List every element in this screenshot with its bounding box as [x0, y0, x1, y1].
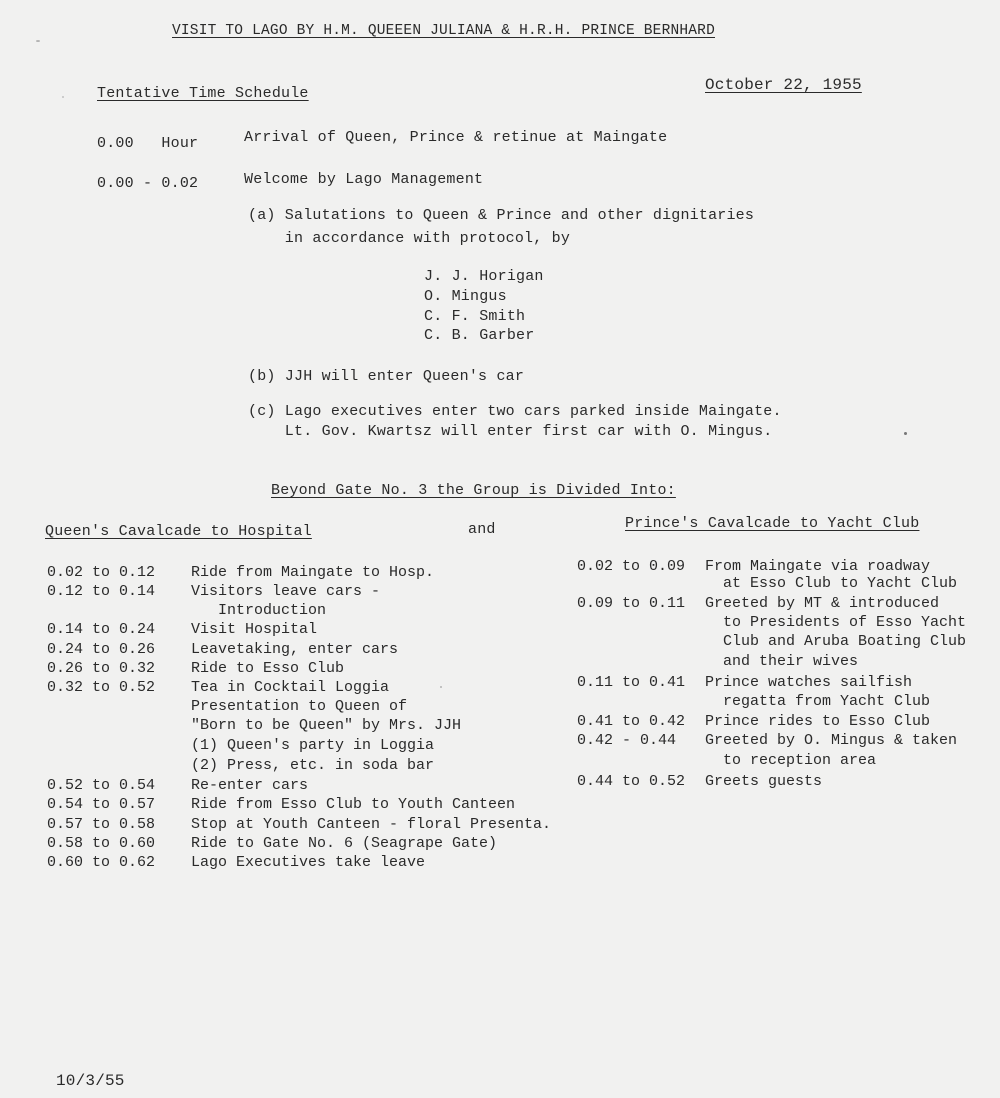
list-item: 0.57 to 0.58 Stop at Youth Canteen - floral Presenta. — [47, 816, 552, 833]
queen-cavalcade-heading: Queen's Cavalcade to Hospital — [45, 523, 312, 540]
name-mingus: O. Mingus — [424, 288, 507, 305]
list-item: 0.11 to 0.41 Prince watches sailfish — [577, 674, 913, 691]
item-c-line2: Lt. Gov. Kwartsz will enter first car with O. Mingus. — [248, 423, 773, 440]
list-item: 0.24 to 0.26 Leavetaking, enter cars — [47, 641, 399, 658]
document-title: VISIT TO LAGO BY H.M. QUEEEN JULIANA & H.R.H. PRINCE BERNHARD — [172, 23, 715, 39]
arrival-time: 0.00 Hour — [97, 135, 199, 152]
list-item: 0.42 - 0.44 Greeted by O. Mingus & taken — [577, 732, 958, 749]
welcome-text: Welcome by Lago Management — [244, 171, 484, 188]
and-connector: and — [468, 521, 496, 538]
welcome-time: 0.00 - 0.02 — [97, 175, 199, 192]
item-a-line2: in accordance with protocol, by — [248, 230, 571, 247]
list-item: 0.02 to 0.09 From Maingate via roadway — [577, 558, 931, 575]
scan-speck — [440, 686, 442, 688]
item-b: (b) JJH will enter Queen's car — [248, 368, 525, 385]
list-item: 0.14 to 0.24 Visit Hospital — [47, 621, 318, 638]
list-item: to reception area — [705, 752, 877, 769]
document-date: October 22, 1955 — [705, 76, 862, 94]
list-item: at Esso Club to Yacht Club — [705, 575, 958, 592]
list-item: 0.58 to 0.60 Ride to Gate No. 6 (Seagrape Gate) — [47, 835, 498, 852]
list-item: 0.02 to 0.12 Ride from Maingate to Hosp. — [47, 564, 435, 581]
list-item: 0.41 to 0.42 Prince rides to Esso Club — [577, 713, 931, 730]
item-a-line1: (a) Salutations to Queen & Prince and other dignitaries — [248, 207, 755, 224]
list-item: 0.12 to 0.14 Visitors leave cars - — [47, 583, 381, 600]
arrival-text: Arrival of Queen, Prince & retinue at Maingate — [244, 129, 668, 146]
list-item: 0.32 to 0.52 Tea in Cocktail Loggia — [47, 679, 390, 696]
list-item: 0.26 to 0.32 Ride to Esso Club — [47, 660, 345, 677]
list-item: to Presidents of Esso Yacht — [705, 614, 967, 631]
list-item: 0.09 to 0.11 Greeted by MT & introduced — [577, 595, 940, 612]
name-horigan: J. J. Horigan — [424, 268, 544, 285]
list-item: "Born to be Queen" by Mrs. JJH — [191, 717, 462, 734]
scan-speck — [904, 432, 907, 435]
list-item: (1) Queen's party in Loggia — [191, 737, 435, 754]
scan-speck — [62, 96, 64, 98]
list-item: 0.52 to 0.54 Re-enter cars — [47, 777, 309, 794]
list-item: 0.44 to 0.52 Greets guests — [577, 773, 823, 790]
list-item: Introduction — [191, 602, 327, 619]
scan-speck — [36, 40, 40, 42]
list-item: (2) Press, etc. in soda bar — [191, 757, 435, 774]
list-item: 0.54 to 0.57 Ride from Esso Club to Youth Canteen — [47, 796, 516, 813]
list-item: 0.60 to 0.62 Lago Executives take leave — [47, 854, 426, 871]
list-item: and their wives — [705, 653, 859, 670]
list-item: Club and Aruba Boating Club — [705, 633, 967, 650]
list-item: regatta from Yacht Club — [705, 693, 931, 710]
list-item: Presentation to Queen of — [191, 698, 408, 715]
footer-date: 10/3/55 — [56, 1072, 125, 1090]
item-c-line1: (c) Lago executives enter two cars parked inside Maingate. — [248, 403, 782, 420]
schedule-subtitle: Tentative Time Schedule — [97, 85, 309, 102]
name-garber: C. B. Garber — [424, 327, 535, 344]
prince-cavalcade-heading: Prince's Cavalcade to Yacht Club — [625, 515, 920, 532]
divider-heading: Beyond Gate No. 3 the Group is Divided Into: — [271, 482, 676, 499]
name-smith: C. F. Smith — [424, 308, 526, 325]
